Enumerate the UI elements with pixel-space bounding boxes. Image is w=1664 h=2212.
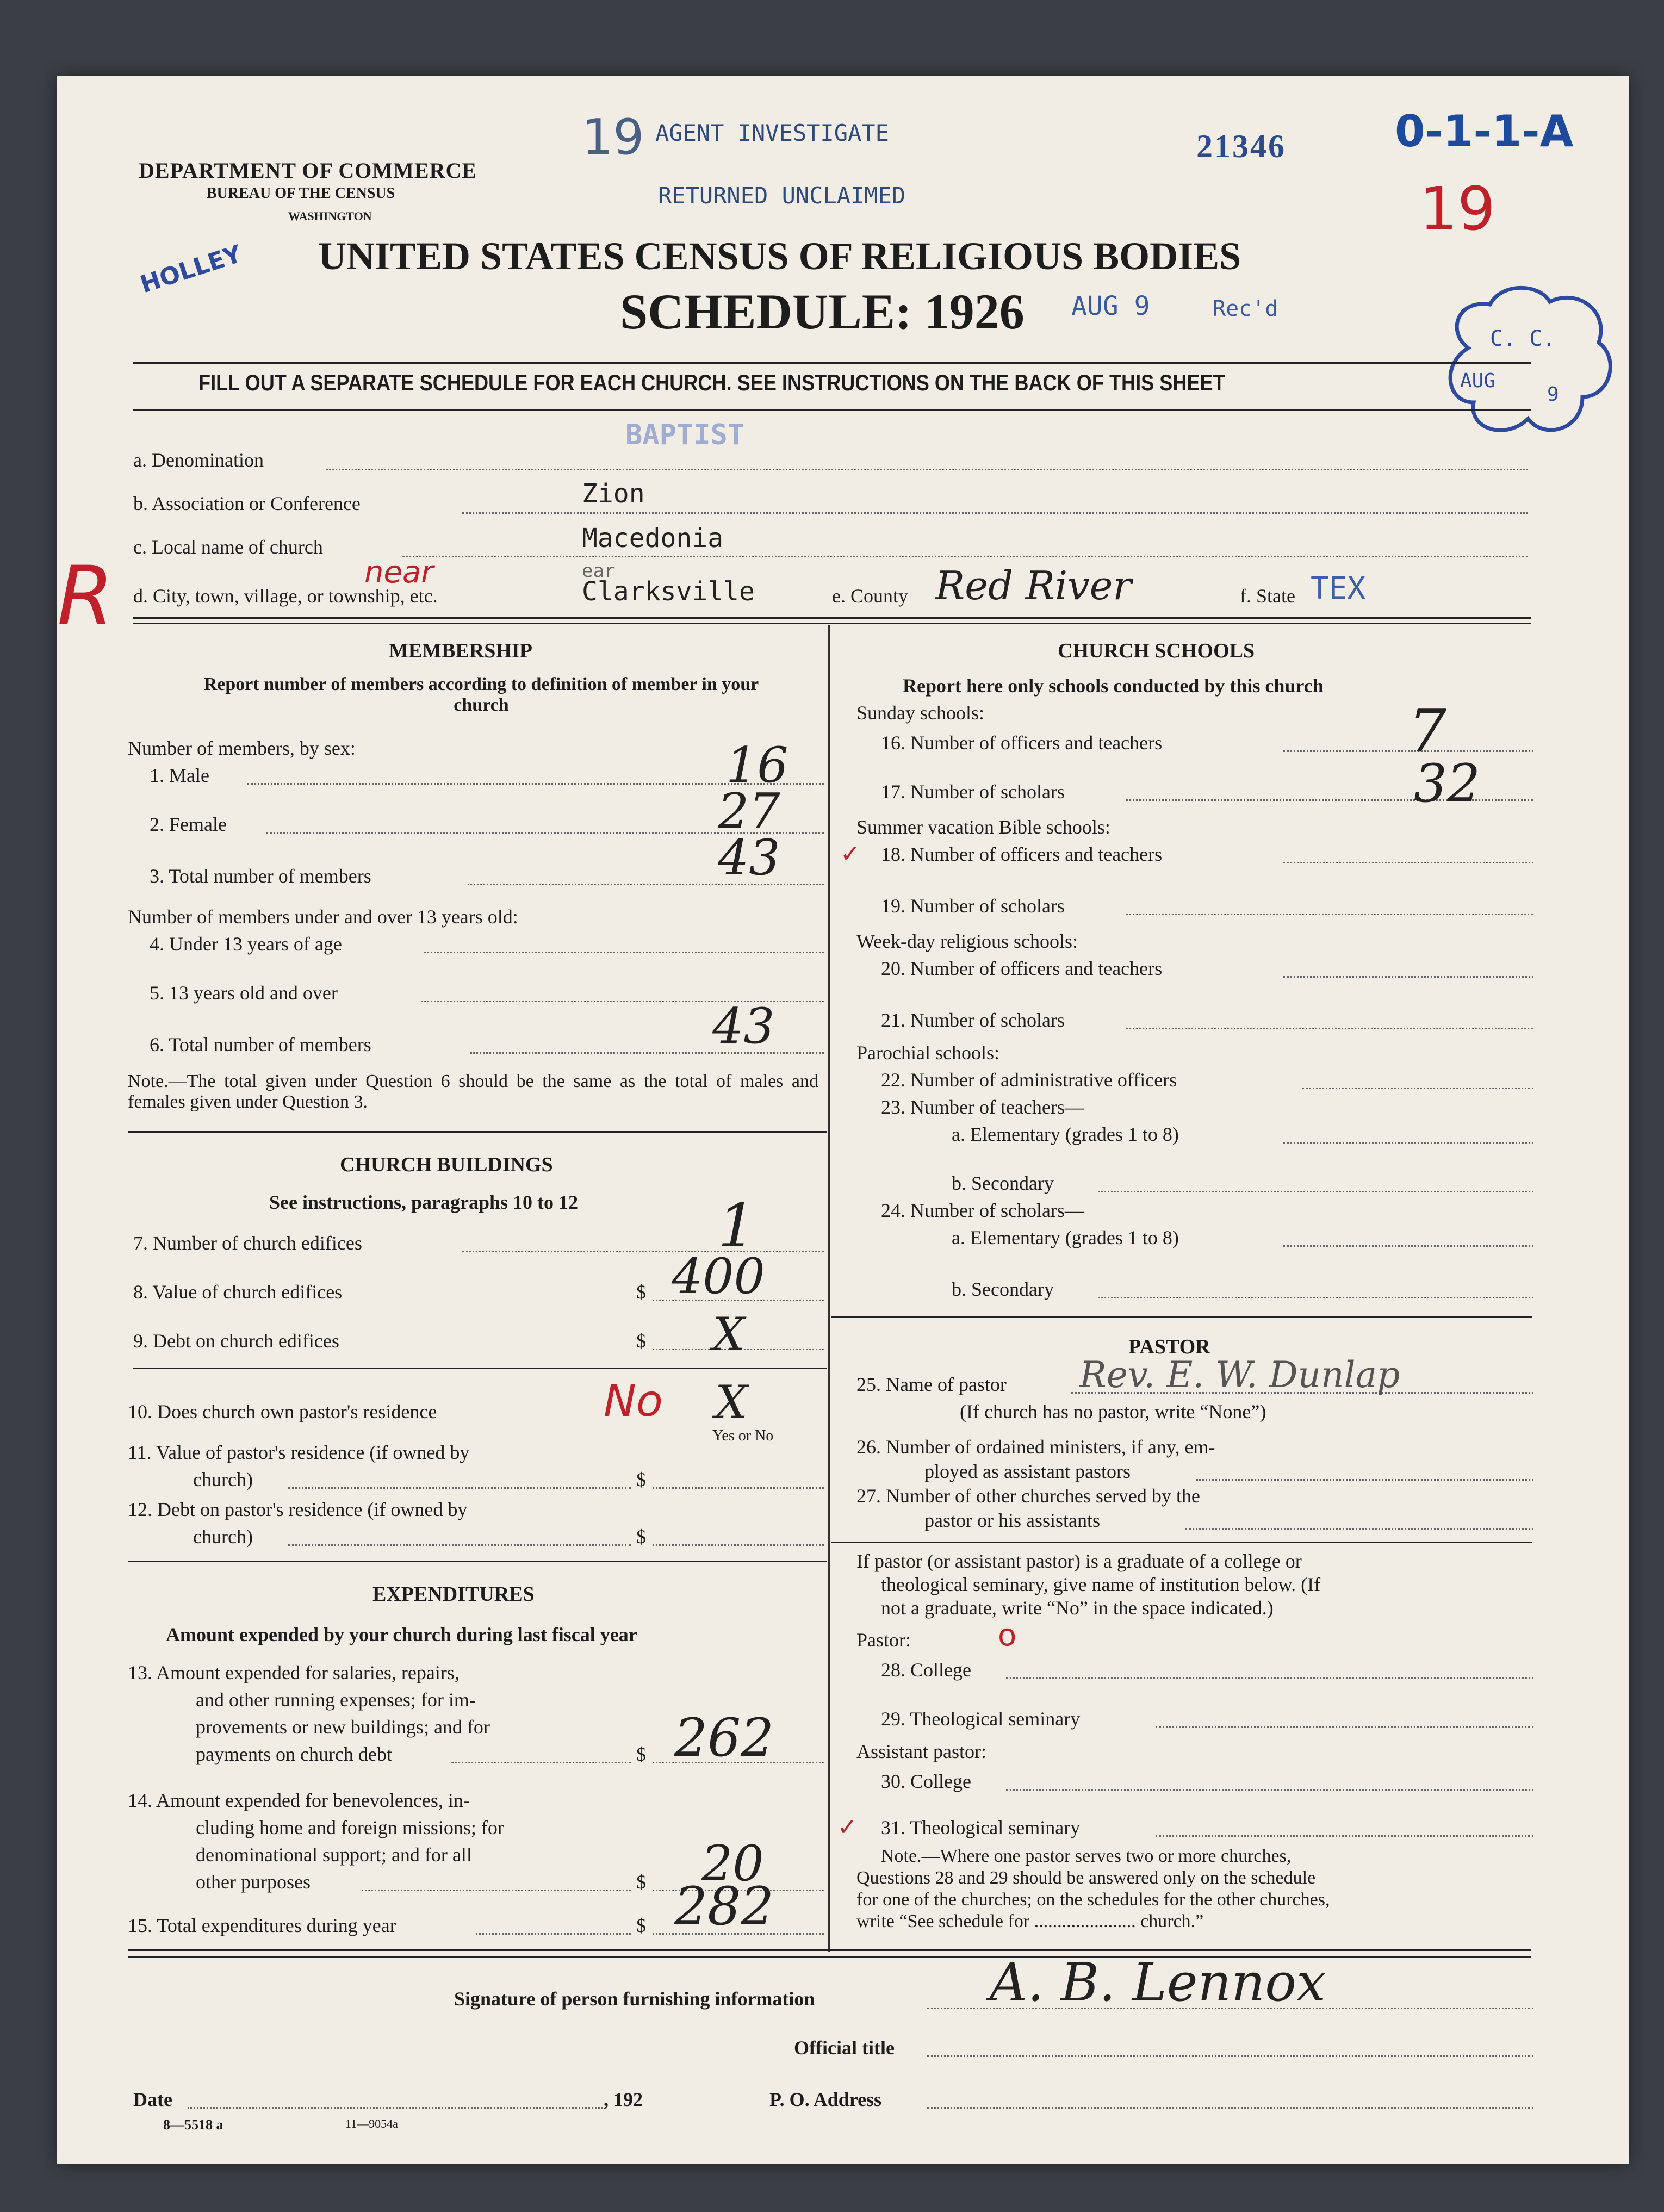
q20-label: 20. Number of officers and teachers xyxy=(881,958,1163,979)
city-label: d. City, town, village, or township, etc. xyxy=(133,585,438,607)
q31-line xyxy=(1156,1835,1533,1837)
pastor-subheading: Pastor: xyxy=(856,1629,911,1651)
seal-day: 9 xyxy=(1547,383,1559,406)
q1-label: 1. Male xyxy=(150,765,209,786)
q7-label: 7. Number of church edifices xyxy=(133,1232,362,1254)
pastor-note-4: write “See schedule for ...................... church.” xyxy=(856,1911,1204,1931)
q9-dollar: $ xyxy=(636,1330,646,1352)
q11-lead xyxy=(288,1487,631,1489)
q24b-label: b. Secondary xyxy=(952,1278,1054,1300)
q2-value: 27 xyxy=(718,783,780,840)
denomination-line xyxy=(326,469,1528,470)
official-title-line xyxy=(927,2055,1533,2057)
q18-check-icon: ✓ xyxy=(840,840,860,868)
q28-label: 28. College xyxy=(881,1659,971,1681)
signature: A. B. Lennox xyxy=(990,1952,1326,2013)
q19-line xyxy=(1126,914,1533,915)
q17-label: 17. Number of scholars xyxy=(881,781,1065,803)
q31-check-icon: ✓ xyxy=(837,1813,858,1841)
identification-rule-1 xyxy=(133,617,1531,619)
agent-investigate-stamp: AGENT INVESTIGATE xyxy=(655,120,889,146)
q4-line xyxy=(424,952,824,953)
membership-note: Note.—The total given under Question 6 should be the same as the total of males and females given under Question 3. xyxy=(128,1071,818,1112)
q23-label: 23. Number of teachers— xyxy=(881,1096,1084,1118)
seal-initials: C. C. xyxy=(1490,326,1556,351)
q13-lead xyxy=(451,1762,631,1763)
q15-value: 282 xyxy=(674,1876,774,1937)
q23b-line xyxy=(1098,1191,1533,1192)
q13-line4: payments on church debt xyxy=(196,1743,392,1765)
schools-heading: CHURCH SCHOOLS xyxy=(1058,639,1255,662)
q18-line xyxy=(1283,862,1533,863)
pastor-rule xyxy=(831,1542,1532,1543)
q16-value: 7 xyxy=(1408,696,1446,766)
q21-label: 21. Number of scholars xyxy=(881,1009,1065,1031)
q26-line xyxy=(1196,1479,1533,1481)
q11-dollar: $ xyxy=(636,1469,646,1490)
date-label: Date xyxy=(133,2089,172,2110)
q2-label: 2. Female xyxy=(150,813,227,835)
received-label-stamp: Rec'd xyxy=(1213,296,1278,321)
q24b-line xyxy=(1098,1297,1533,1298)
q27-line xyxy=(1185,1528,1533,1530)
buildings-rule xyxy=(128,1561,827,1562)
footer-rule-1 xyxy=(128,1949,1531,1951)
q13-value: 262 xyxy=(674,1707,774,1768)
church-name-value: Macedonia xyxy=(582,523,724,554)
association-value: Zion xyxy=(582,479,645,509)
q30-label: 30. College xyxy=(881,1770,971,1792)
pastor-mark: o xyxy=(998,1618,1017,1653)
q14-line1: 14. Amount expended for benevolences, in- xyxy=(128,1790,470,1811)
serial-number-stamp: 21346 xyxy=(1196,128,1286,164)
county-value: Red River xyxy=(935,563,1132,608)
weekday-schools-label: Week-day religious schools: xyxy=(856,930,1078,952)
membership-instruction: Report number of members according to definition of member in your church xyxy=(203,674,759,715)
graduate-note-3: not a graduate, write “No” in the space indicated.) xyxy=(881,1597,1274,1619)
top-rule xyxy=(133,362,1531,364)
q11-label-cont: church) xyxy=(193,1469,253,1490)
q24-label: 24. Number of scholars— xyxy=(881,1200,1084,1221)
returned-unclaimed-stamp: RETURNED UNCLAIMED xyxy=(658,182,906,209)
signature-label: Signature of person furnishing information xyxy=(454,1988,815,2010)
near-annotation: near xyxy=(364,555,434,590)
q13-line2: and other running expenses; for im- xyxy=(196,1689,476,1711)
sunday-schools-label: Sunday schools: xyxy=(856,702,985,724)
assistant-pastor-subheading: Assistant pastor: xyxy=(856,1741,986,1762)
bureau-city: WASHINGTON xyxy=(288,209,372,223)
q30-line xyxy=(1006,1789,1533,1791)
association-label: b. Association or Conference xyxy=(133,493,361,514)
q10-red-answer: No xyxy=(604,1376,663,1426)
state-value: TEX xyxy=(1311,571,1366,606)
association-line xyxy=(462,512,1528,514)
red-number: 19 xyxy=(1419,174,1495,244)
red-r-mark: R xyxy=(57,549,114,644)
q19-label: 19. Number of scholars xyxy=(881,895,1065,917)
q6-value: 43 xyxy=(712,998,775,1055)
band-rule xyxy=(133,409,1531,411)
county-label: e. County xyxy=(832,585,908,607)
po-address-label: P. O. Address xyxy=(769,2089,882,2110)
q13-dollar: $ xyxy=(636,1743,646,1765)
q25-value: Rev. E. W. Dunlap xyxy=(1079,1354,1400,1396)
q31-label: 31. Theological seminary xyxy=(881,1817,1081,1838)
q14-dollar: $ xyxy=(636,1871,646,1893)
separate-schedule-instruction: FILL OUT A SEPARATE SCHEDULE FOR EACH CHURCH. SEE INSTRUCTIONS ON THE BACK OF THIS SHEET xyxy=(198,370,1225,395)
q3-value: 43 xyxy=(718,829,780,886)
q4-label: 4. Under 13 years of age xyxy=(150,933,342,955)
denomination-label: a. Denomination xyxy=(133,449,264,471)
column-divider xyxy=(828,625,830,1952)
q28-line xyxy=(1006,1677,1533,1679)
parochial-schools-label: Parochial schools: xyxy=(856,1042,999,1064)
pastor-note-3: for one of the churches; on the schedules for the other churches, xyxy=(856,1890,1330,1910)
city-value: Clarksville xyxy=(582,576,755,607)
age-group-label: Number of members under and over 13 years old: xyxy=(128,906,518,928)
q26-label-cont: ployed as assistant pastors xyxy=(924,1461,1131,1482)
q23a-line xyxy=(1283,1142,1533,1144)
q23b-label: b. Secondary xyxy=(952,1172,1054,1194)
pencil-number: 19 xyxy=(582,109,644,166)
q9-rule xyxy=(133,1368,827,1369)
q12-dollar: $ xyxy=(636,1526,646,1548)
q9-value: X xyxy=(712,1308,745,1361)
q18-label: 18. Number of officers and teachers xyxy=(881,843,1163,865)
q16-label: 16. Number of officers and teachers xyxy=(881,732,1163,754)
membership-heading: MEMBERSHIP xyxy=(389,639,532,662)
q14-line2: cluding home and foreign missions; for xyxy=(196,1817,504,1838)
q5-label: 5. 13 years old and over xyxy=(150,982,338,1004)
denomination-stamp: BAPTIST xyxy=(625,419,745,451)
summer-schools-label: Summer vacation Bible schools: xyxy=(856,816,1110,838)
q17-value: 32 xyxy=(1414,753,1481,814)
q25-label: 25. Name of pastor xyxy=(856,1374,1007,1395)
q25-note: (If church has no pastor, write “None”) xyxy=(960,1401,1266,1422)
graduate-note-2: theological seminary, give name of institution below. (If xyxy=(881,1574,1321,1595)
date-line xyxy=(188,2107,606,2109)
q14-line3: denominational support; and for all xyxy=(196,1844,472,1866)
q10-value: X xyxy=(715,1376,748,1429)
form-number: 8—5518 a xyxy=(163,2117,223,2133)
q13-line3: provements or new buildings; and for xyxy=(196,1716,490,1738)
city-pencil-note: ear xyxy=(582,560,616,582)
q8-value: 400 xyxy=(672,1248,765,1305)
q15-lead xyxy=(476,1933,631,1935)
schools-instruction: Report here only schools conducted by this church xyxy=(903,675,1324,697)
file-code: 0-1-1-A xyxy=(1395,106,1574,157)
church-name-label: c. Local name of church xyxy=(133,536,323,558)
pastor-heading: PASTOR xyxy=(1128,1335,1210,1358)
q15-label: 15. Total expenditures during year xyxy=(128,1915,396,1936)
q29-label: 29. Theological seminary xyxy=(881,1708,1081,1730)
received-seal-icon xyxy=(1436,283,1615,446)
q24a-label: a. Elementary (grades 1 to 8) xyxy=(952,1227,1179,1248)
received-date-stamp: AUG 9 xyxy=(1071,291,1150,321)
q11-label: 11. Value of pastor's residence (if owned by xyxy=(128,1441,470,1463)
bureau-name: BUREAU OF THE CENSUS xyxy=(207,185,395,202)
members-by-sex-label: Number of members, by sex: xyxy=(128,737,356,759)
q20-line xyxy=(1283,976,1533,978)
seal-month: AUG xyxy=(1460,370,1496,392)
q3-label: 3. Total number of members xyxy=(150,865,371,887)
q26-label: 26. Number of ordained ministers, if any, em- xyxy=(856,1436,1215,1458)
q12-line xyxy=(653,1544,824,1546)
q15-dollar: $ xyxy=(636,1915,646,1936)
pastor-note-1: Note.—Where one pastor serves two or more churches, xyxy=(881,1846,1292,1866)
q14-lead xyxy=(362,1890,631,1891)
date-year: , 192 xyxy=(604,2089,643,2110)
q8-dollar: $ xyxy=(636,1281,646,1303)
official-title-label: Official title xyxy=(794,2037,895,2059)
q27-label: 27. Number of other churches served by the xyxy=(856,1485,1200,1507)
q22-label: 22. Number of administrative officers xyxy=(881,1069,1177,1091)
form-title: UNITED STATES CENSUS OF RELIGIOUS BODIES xyxy=(318,234,1241,278)
graduate-note-1: If pastor (or assistant pastor) is a graduate of a college or xyxy=(856,1550,1302,1572)
po-address-line xyxy=(927,2107,1533,2109)
q11-line xyxy=(653,1487,824,1489)
department-name: DEPARTMENT OF COMMERCE xyxy=(139,158,477,183)
q12-lead xyxy=(288,1544,631,1546)
q14-line4: other purposes xyxy=(196,1871,311,1893)
q1-value: 16 xyxy=(726,737,788,794)
q23a-label: a. Elementary (grades 1 to 8) xyxy=(952,1123,1179,1145)
q10-hint: Yes or No xyxy=(712,1427,774,1444)
q9-label: 9. Debt on church edifices xyxy=(133,1330,339,1352)
q10-label: 10. Does church own pastor's residence xyxy=(128,1401,437,1422)
q13-line1: 13. Amount expended for salaries, repairs, xyxy=(128,1662,460,1683)
buildings-instruction: See instructions, paragraphs 10 to 12 xyxy=(269,1191,579,1213)
membership-rule xyxy=(128,1131,827,1133)
q12-label: 12. Debt on pastor's residence (if owned by xyxy=(128,1499,468,1520)
q27-label-cont: pastor or his assistants xyxy=(924,1509,1100,1531)
q29-line xyxy=(1156,1726,1533,1728)
q6-label: 6. Total number of members xyxy=(150,1034,371,1055)
expenditures-heading: EXPENDITURES xyxy=(372,1583,535,1606)
q22-line xyxy=(1302,1088,1533,1089)
expenditures-instruction: Amount expended by your church during last fiscal year xyxy=(166,1624,637,1645)
q14-value: 20 xyxy=(701,1835,764,1892)
q7-value: 1 xyxy=(718,1191,756,1260)
schools-rule xyxy=(831,1316,1532,1318)
q8-label: 8. Value of church edifices xyxy=(133,1281,343,1303)
identification-rule-2 xyxy=(133,623,1531,624)
q21-line xyxy=(1126,1028,1533,1029)
print-number: 11—9054a xyxy=(345,2117,398,2130)
church-name-line xyxy=(402,556,1528,557)
q7-line xyxy=(462,1251,824,1252)
pastor-note-2: Questions 28 and 29 should be answered only on the schedule xyxy=(856,1868,1316,1888)
holley-stamp: HOLLEY xyxy=(136,240,245,299)
state-label: f. State xyxy=(1240,585,1295,607)
buildings-heading: CHURCH BUILDINGS xyxy=(340,1153,553,1176)
q24a-line xyxy=(1283,1245,1533,1247)
schedule-title: SCHEDULE: 1926 xyxy=(620,284,1025,339)
q12-label-cont: church) xyxy=(193,1526,253,1548)
